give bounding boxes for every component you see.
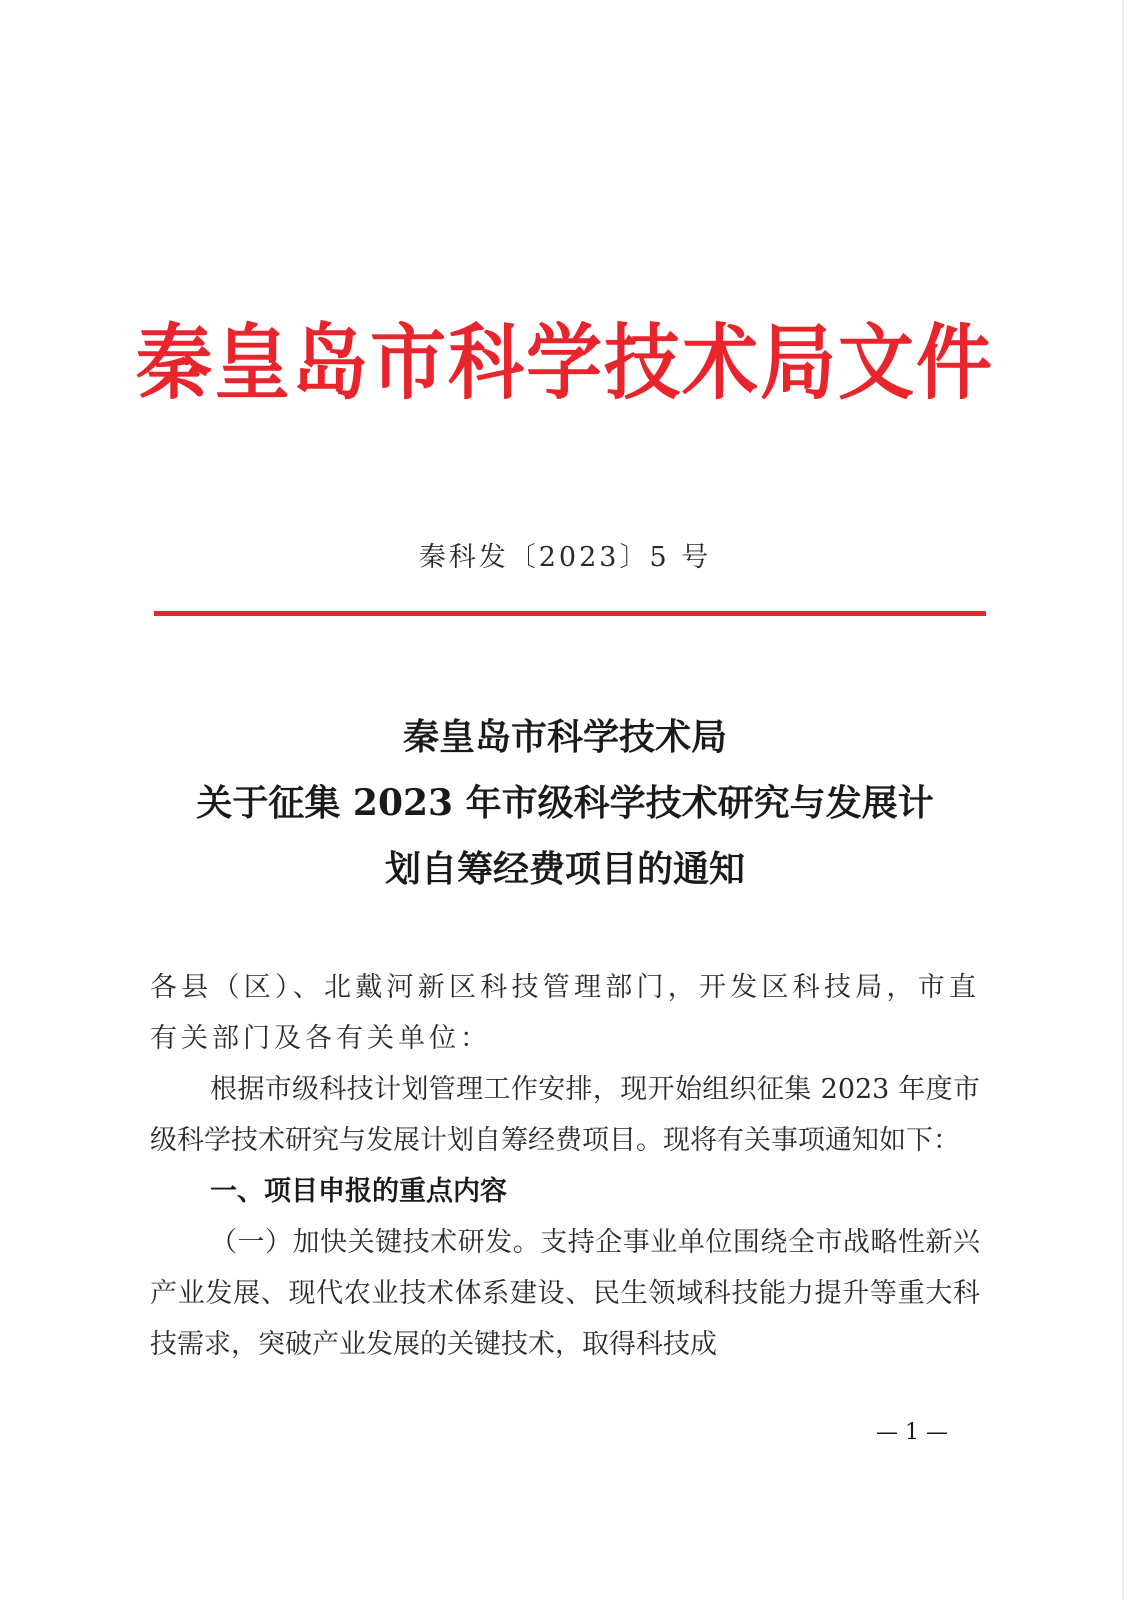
- section-heading-1: 一、项目申报的重点内容: [210, 1176, 507, 1207]
- notice-title: [140, 704, 990, 902]
- notice-title-line-1: 秦皇岛市科学技术局: [402, 716, 727, 758]
- subsection-text-1: 支持企事业单位围绕全市战略性新兴产业发展、现代农业技术体系建设、民生领域科技能力提升等重大科技需求，突破产业发展的关键技术，取得科技成: [150, 1227, 981, 1360]
- subsection-paragraph-1: [150, 1217, 980, 1370]
- page-edge: [1122, 0, 1124, 1600]
- subsection-heading-1: （一）加快关键技术研发。: [210, 1227, 541, 1258]
- red-separator-line: [154, 611, 986, 616]
- notice-body: [150, 962, 980, 1370]
- document-number: 秦科发〔2023〕5 号: [418, 542, 712, 573]
- notice-title-line-2: 关于征集 2023 年市级科学技术研究与发展计: [196, 782, 934, 824]
- notice-title-line-3: 划自筹经费项目的通知: [384, 848, 745, 890]
- addressee-paragraph: 各县（区）、北戴河新区科技管理部门，开发区科技局，市直有关部门及各有关单位：: [150, 972, 980, 1054]
- document-header-title: 秦皇岛市科学技术局文件: [136, 314, 994, 411]
- intro-paragraph: 根据市级科技计划管理工作安排，现开始组织征集 2023 年度市级科学技术研究与发展计划自筹经费项目。现将有关事项通知如下：: [150, 1074, 980, 1156]
- page-number: — 1 —: [876, 1420, 948, 1445]
